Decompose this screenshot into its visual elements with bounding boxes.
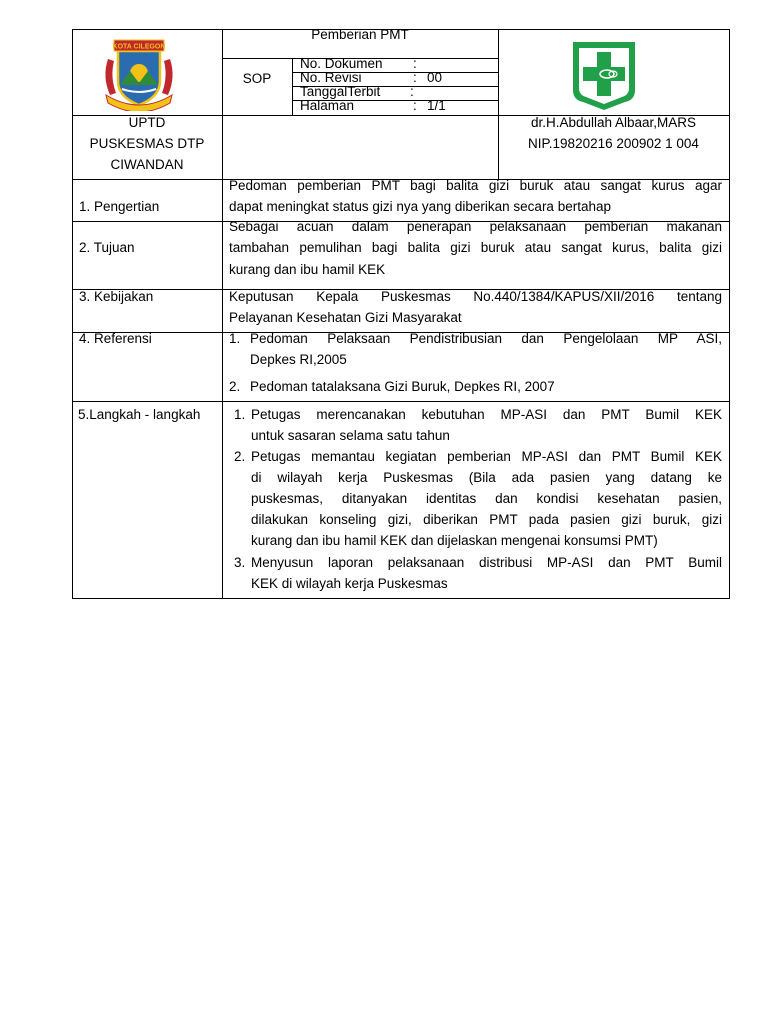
section-label-pengertian: 1. Pengertian bbox=[79, 199, 160, 214]
section-label-langkah: 5.Langkah - langkah bbox=[78, 407, 201, 422]
section-label-referensi: 4. Referensi bbox=[79, 331, 152, 346]
section-label-tujuan: 2. Tujuan bbox=[79, 240, 135, 255]
document-title: Pemberian PMT bbox=[311, 27, 409, 42]
sop-label: SOP bbox=[242, 71, 272, 86]
section-label-kebijakan: 3. Kebijakan bbox=[79, 289, 154, 304]
puskesmas-logo bbox=[563, 38, 645, 112]
svg-text:KOTA CILEGON: KOTA CILEGON bbox=[112, 43, 166, 51]
kota-cilegon-logo bbox=[100, 37, 178, 111]
